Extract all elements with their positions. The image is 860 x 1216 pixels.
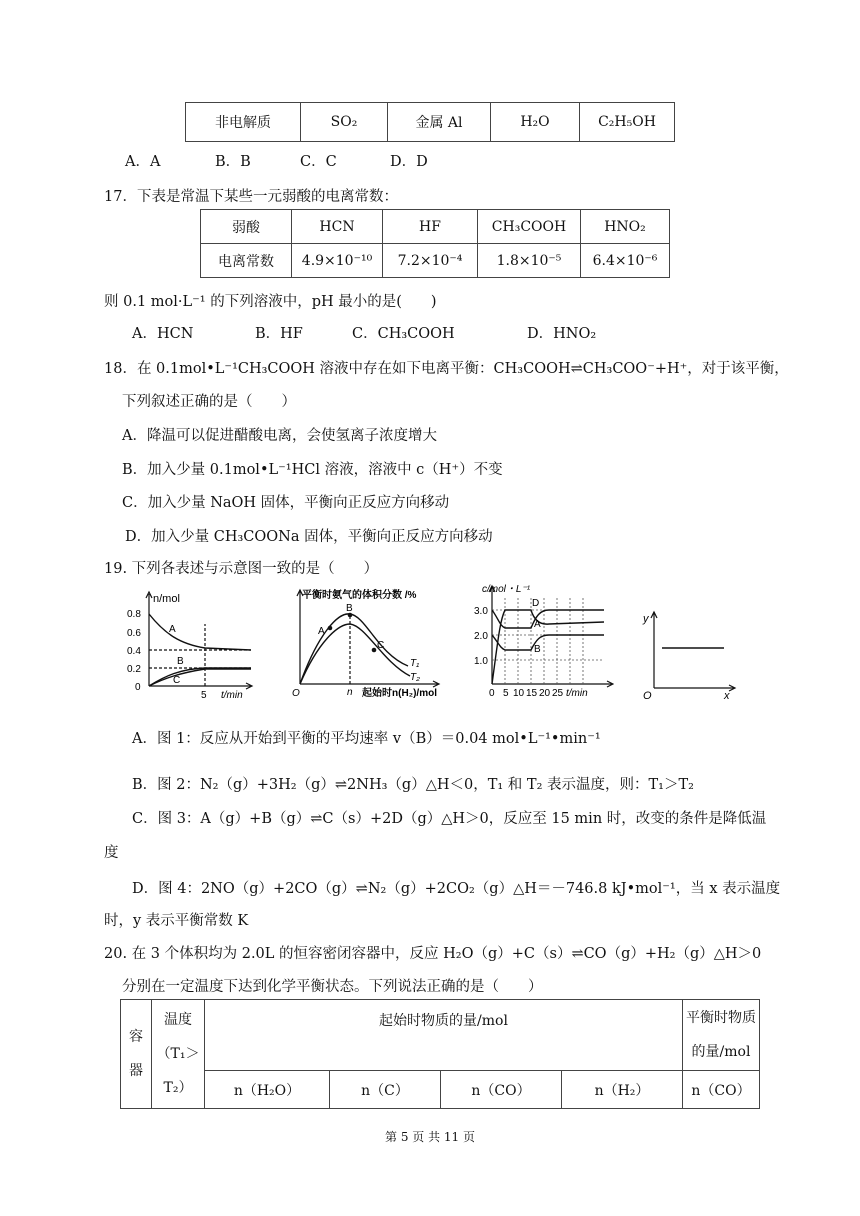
q17-option-d: D．HNO₂	[527, 326, 597, 342]
fig3-xtick: 25	[552, 688, 564, 699]
q16-cell: 金属 Al	[388, 103, 491, 142]
fig2-point-a: A	[318, 626, 325, 637]
fig1-ytick: 0.6	[127, 628, 141, 639]
q17-header: 弱酸	[201, 210, 292, 244]
q19-option-c: C．图 3：A（g）+B（g）⇌C（s）+2D（g）△H＞0，反应至 15 min 时，改变的条件是降低温	[132, 811, 767, 827]
q17-option-c: C．CH₃COOH	[352, 326, 455, 342]
q19-option-d: D．图 4：2NO（g）+2CO（g）⇌N₂（g）+2CO₂（g）△H＝－746.8 kJ•mol⁻¹，当 x 表示温度	[132, 881, 781, 897]
q20-subheader: n（CO）	[441, 1071, 562, 1109]
fig3-ylabel: c/mol・L⁻¹	[482, 584, 531, 595]
fig3-xlabel: t/min	[566, 688, 588, 699]
fig2-xlabel: 起始时n(H₂)/mol	[362, 688, 437, 699]
q20-col-container	[121, 1000, 152, 1109]
q17-header: CH₃COOH	[478, 210, 581, 244]
q19-option-a: A．图 1：反应从开始到平衡的平均速率 v（B）＝0.04 mol•L⁻¹•min⁻¹	[132, 731, 601, 747]
q16-cell: SO₂	[301, 103, 388, 142]
q20-col-eq-2: 的量/mol	[691, 1044, 751, 1060]
q20-col-temp	[152, 1000, 205, 1109]
q17-table	[200, 209, 670, 278]
fig3-xtick: 10	[513, 688, 525, 699]
fig2-origin: O	[292, 688, 300, 699]
fig3-xtick: 15	[526, 688, 538, 699]
q16-table	[185, 102, 675, 142]
q20-col-container-2: 器	[129, 1063, 143, 1079]
fig2-point-c: C	[377, 640, 385, 651]
q18-option-c: C．加入少量 NaOH 固体，平衡向正反应方向移动	[122, 495, 450, 511]
fig4-origin: O	[643, 690, 652, 702]
q17-header: HF	[383, 210, 478, 244]
fig1-xtick: 5	[201, 690, 207, 701]
fig4-xlabel: x	[724, 690, 730, 702]
q17-value: 6.4×10⁻⁶	[581, 244, 670, 278]
q16-cell: H₂O	[491, 103, 580, 142]
q19-figure-4	[640, 606, 740, 702]
fig2-title: 平衡时氨气的体积分数 /%	[302, 590, 417, 601]
q18-option-a: A．降温可以促进醋酸电离，会使氢离子浓度增大	[122, 428, 437, 444]
q17-question: 则 0.1 mol·L⁻¹ 的下列溶液中，pH 最小的是( )	[104, 294, 437, 310]
q19-stem: 19. 下列各表述与示意图一致的是（ ）	[104, 561, 379, 577]
fig1-curve-b: B	[177, 656, 184, 667]
fig3-xtick: 5	[503, 688, 509, 699]
q20-stem-cont: 分别在一定温度下达到化学平衡状态。下列说法正确的是（ ）	[122, 979, 543, 995]
fig1-xlabel: t/min	[221, 690, 243, 701]
q20-subheader: n（H₂O）	[205, 1071, 330, 1109]
q17-row-label: 电离常数	[201, 244, 292, 278]
q19-option-c-cont: 度	[104, 845, 119, 861]
fig3-curve-d: D	[532, 598, 540, 609]
q16-option-c: C．C	[300, 154, 337, 170]
q20-table	[120, 999, 760, 1109]
q17-stem: 17．下表是常温下某些一元弱酸的电离常数：	[104, 189, 398, 205]
q20-stem: 20. 在 3 个体积均为 2.0L 的恒容密闭容器中，反应 H₂O（g）+C（s）⇌CO（g）+H₂（g）△H＞0	[104, 946, 762, 962]
fig2-xtick: n	[347, 687, 353, 698]
fig2-series-t1: T₁	[410, 658, 420, 669]
q18-stem-cont: 下列叙述正确的是（ ）	[122, 394, 296, 410]
q16-option-a: A．A	[125, 154, 161, 170]
q20-col-temp-3: T₂）	[163, 1080, 193, 1096]
q20-col-start: 起始时物质的量/mol	[205, 1000, 683, 1071]
q17-header: HCN	[292, 210, 383, 244]
q20-col-temp-1: 温度	[164, 1012, 192, 1028]
q20-subheader: n（C）	[330, 1071, 441, 1109]
q19-option-d-cont: 时，y 表示平衡常数 K	[104, 913, 249, 929]
q20-col-container-1: 容	[129, 1029, 143, 1045]
fig2-series-t2: T₂	[410, 672, 420, 683]
fig2-point-b: B	[346, 603, 353, 614]
q16-cell: C₂H₅OH	[580, 103, 675, 142]
fig3-xtick: 20	[539, 688, 551, 699]
q16-option-d: D．D	[390, 154, 428, 170]
q17-option-b: B．HF	[255, 326, 303, 342]
fig4-ylabel: y	[643, 613, 649, 625]
fig1-ylabel: n/mol	[153, 593, 180, 605]
fig3-ytick: 1.0	[474, 656, 488, 667]
q18-option-d: D．加入少量 CH₃COONa 固体，平衡向正反应方向移动	[125, 529, 493, 545]
q19-option-b: B．图 2：N₂（g）+3H₂（g）⇌2NH₃（g）△H＜0，T₁ 和 T₂ 表示温度，则：T₁＞T₂	[132, 777, 694, 793]
q18-stem: 18．在 0.1mol•L⁻¹CH₃COOH 溶液中存在如下电离平衡：CH₃COOH⇌CH₃COO⁻+H⁺，对于该平衡，	[104, 361, 789, 377]
q20-col-eq	[683, 1000, 760, 1071]
fig1-ytick: 0.2	[127, 664, 141, 675]
q18-option-b: B．加入少量 0.1mol•L⁻¹HCl 溶液，溶液中 c（H⁺）不变	[122, 462, 503, 478]
q20-col-temp-2: （T₁＞	[156, 1046, 200, 1062]
q19-figure-3	[474, 580, 614, 702]
q19-figure-2	[288, 584, 448, 702]
q16-option-b: B．B	[215, 154, 251, 170]
q17-option-a: A．HCN	[132, 326, 194, 342]
q19-figure-1	[125, 584, 255, 702]
fig1-ytick: 0.8	[127, 609, 141, 620]
fig1-ytick: 0	[135, 682, 141, 693]
q20-subheader: n（H₂）	[562, 1071, 683, 1109]
page-footer: 第 5 页 共 11 页	[385, 1130, 475, 1144]
fig3-xtick: 0	[489, 688, 495, 699]
fig1-ytick: 0.4	[127, 646, 141, 657]
q17-header: HNO₂	[581, 210, 670, 244]
q17-value: 7.2×10⁻⁴	[383, 244, 478, 278]
fig3-ytick: 2.0	[474, 631, 488, 642]
q17-value: 1.8×10⁻⁵	[478, 244, 581, 278]
q17-value: 4.9×10⁻¹⁰	[292, 244, 383, 278]
fig1-curve-c: C	[173, 675, 181, 686]
fig3-ytick: 3.0	[474, 606, 488, 617]
fig3-curve-a: A	[534, 619, 541, 630]
fig3-curve-b: B	[534, 644, 541, 655]
q20-subheader: n（CO）	[683, 1071, 760, 1109]
fig1-curve-a: A	[169, 624, 176, 635]
q20-col-eq-1: 平衡时物质	[686, 1010, 756, 1026]
q16-cell: 非电解质	[186, 103, 301, 142]
